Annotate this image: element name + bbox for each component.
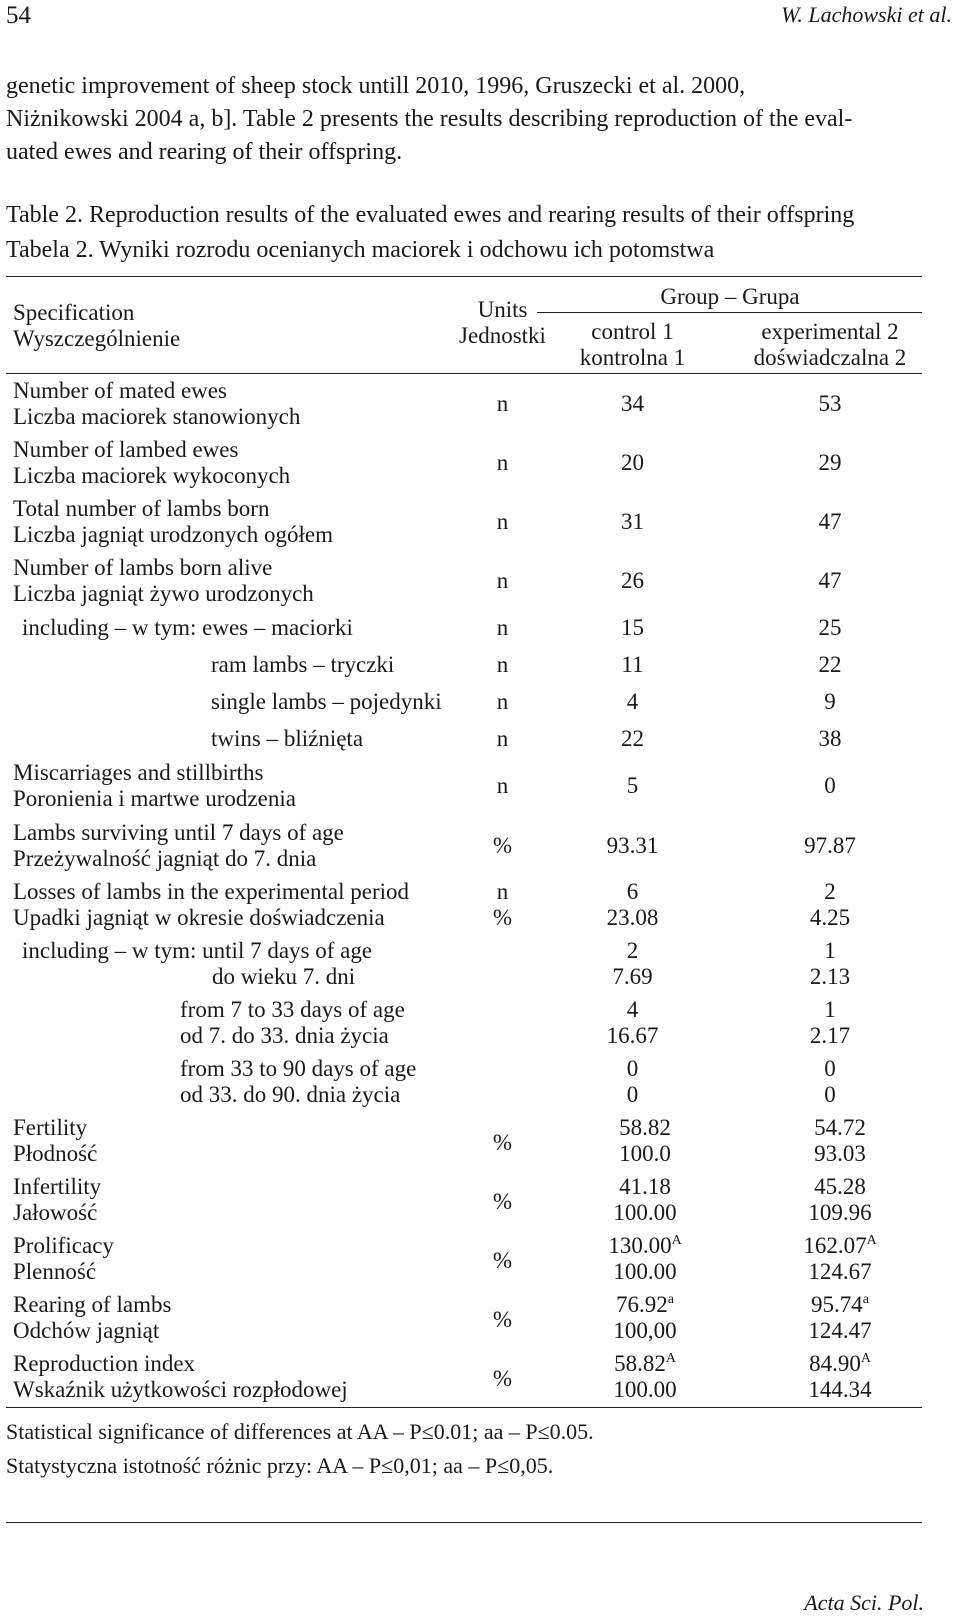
row-label-pl: Jałowość: [13, 1200, 98, 1225]
row-label-en: Number of mated ewes: [13, 378, 227, 403]
cell-unit: n: [496, 726, 509, 751]
intro-line: uated ewes and rearing of their offspring.: [6, 139, 403, 165]
cell-g2: 1: [824, 938, 836, 963]
cell-g1: 0: [626, 1082, 639, 1107]
row-label-pl: Upadki jagniąt w okresie doświadczenia: [13, 905, 385, 930]
header-units-pl: Jednostki: [459, 323, 546, 348]
row-label-en: from 7 to 33 days of age: [180, 997, 405, 1022]
cell-unit: n: [496, 391, 509, 416]
cell-g2: 54.72: [814, 1115, 866, 1140]
cell-unit: n: [496, 879, 509, 904]
row-label-pl: do wieku 7. dni: [212, 964, 356, 989]
row-label-en: Reproduction index: [13, 1351, 196, 1376]
cell-g2: 1: [824, 997, 836, 1022]
intro-line: Niżnikowski 2004 a, b]. Table 2 presents the results describing reproduction of the eval-: [6, 106, 853, 132]
page-number: 54: [6, 2, 31, 29]
row-label-pl: od 33. do 90. dnia życia: [180, 1082, 401, 1107]
row-label-pl: Płodność: [13, 1141, 98, 1166]
cell-g1: 100,00: [613, 1318, 677, 1343]
row-label-pl: Przeżywalność jagniąt do 7. dnia: [13, 846, 317, 871]
cell-unit: n: [496, 509, 509, 534]
cell-g2: 53: [818, 391, 842, 416]
row-label-en: Miscarriages and stillbirths: [13, 760, 264, 785]
header-g2-pl: doświadczalna 2: [753, 345, 907, 370]
cell-unit: %: [492, 1248, 513, 1273]
header-g1-pl: kontrolna 1: [579, 345, 686, 370]
cell-unit: n: [496, 689, 509, 714]
cell-g2: 25: [818, 615, 842, 640]
cell-g1: 15: [621, 615, 644, 640]
cell-g1: 4: [626, 689, 639, 714]
cell-g2: 2: [824, 879, 836, 904]
header-g2-en: experimental 2: [761, 319, 899, 344]
header-bottom-rule: [6, 373, 922, 374]
cell-unit: %: [492, 1189, 513, 1214]
row-label-pl: Plenność: [13, 1259, 97, 1284]
cell-g2: 22: [818, 652, 842, 677]
row-label-pl: od 7. do 33. dnia życia: [180, 1023, 389, 1048]
cell-g1: 100.00: [613, 1259, 677, 1284]
cell-unit: n: [496, 450, 509, 475]
cell-g2: 47: [818, 509, 842, 534]
row-label-pl: Liczba maciorek stanowionych: [13, 404, 301, 429]
cell-g1: 2: [626, 938, 639, 963]
cell-g1: 5: [626, 773, 639, 798]
cell-g1: 22: [621, 726, 644, 751]
row-label-pl: Liczba maciorek wykoconych: [13, 463, 291, 488]
cell-g2: 124.67: [808, 1259, 872, 1284]
cell-g2: 0: [824, 1056, 836, 1081]
significance-mark: A: [671, 1233, 682, 1248]
journal-name: Acta Sci. Pol.: [804, 1590, 924, 1615]
cell-g1: 26: [621, 568, 644, 593]
row-label: twins – bliźnięta: [211, 726, 364, 751]
cell-g1: 11: [621, 652, 644, 677]
cell-unit: n: [496, 568, 509, 593]
row-label-en: Number of lambs born alive: [13, 555, 273, 580]
cell-g1: $58.82^A$: [614, 1351, 676, 1376]
row-label-pl: Liczba jagniąt żywo urodzonych: [13, 581, 314, 606]
cell-unit: %: [492, 905, 513, 930]
group-rule: [537, 312, 922, 313]
cell-g1: 7.69: [612, 964, 653, 989]
cell-unit: %: [492, 1307, 513, 1332]
row-label-en: Infertility: [13, 1174, 102, 1199]
cell-g1: 93.31: [606, 833, 659, 858]
cell-g1: 4: [626, 997, 639, 1022]
header-group: Group – Grupa: [620, 284, 840, 310]
cell-g1: 100.00: [613, 1377, 677, 1402]
row-label-en: Prolificacy: [13, 1233, 114, 1258]
row-label-en: from 33 to 90 days of age: [180, 1056, 417, 1081]
cell-g2: 38: [818, 726, 842, 751]
header-g1-en: control 1: [591, 319, 674, 344]
cell-g1: 6: [626, 879, 639, 904]
row-label-en: Fertility: [13, 1115, 88, 1140]
cell-g2: 0: [824, 773, 836, 798]
row-label-pl: Poronienia i martwe urodzenia: [13, 786, 296, 811]
footnote-en: Statistical significance of differences at AA – P≤0.01; aa – P≤0.05.: [6, 1419, 594, 1444]
cell-g1: 20: [621, 450, 644, 475]
cell-unit: %: [492, 1366, 513, 1391]
cell-g1: 41.18: [619, 1174, 671, 1199]
cell-g1: 16.67: [606, 1023, 659, 1048]
footnote-pl: Statystyczna istotność różnic przy: AA – P≤0,01; aa – P≤0,05.: [6, 1453, 554, 1478]
cell-g2: 29: [818, 450, 842, 475]
row-label-en: Lambs surviving until 7 days of age: [13, 820, 344, 845]
cell-g2: 0: [824, 1082, 836, 1107]
cell-g2: 124.47: [808, 1318, 872, 1343]
row-label-pl: Wskaźnik użytkowości rozpłodowej: [13, 1377, 348, 1402]
cell-g1: 58.82: [619, 1115, 671, 1140]
header-units-en: Units: [477, 297, 528, 322]
cell-g2: 109.96: [808, 1200, 872, 1225]
significance-mark: A: [860, 1351, 871, 1366]
running-head: W. Lachowski et al.: [781, 2, 952, 27]
row-label-en: Rearing of lambs: [13, 1292, 172, 1317]
cell-unit: n: [496, 773, 509, 798]
cell-g1: 0: [626, 1056, 639, 1081]
page-footer-rule: [6, 1522, 922, 1523]
intro-line: genetic improvement of sheep stock untill 2010, 1996, Gruszecki et al. 2000,: [6, 73, 746, 99]
header-spec-pl: Wyszczególnienie: [13, 326, 181, 351]
row-label-en: Losses of lambs in the experimental period: [13, 879, 410, 904]
significance-mark: A: [665, 1351, 676, 1366]
cell-g2: 2.13: [809, 964, 851, 989]
cell-unit: n: [496, 652, 509, 677]
intro-paragraph: [6, 70, 954, 169]
table-caption-pl: Tabela 2. Wyniki rozrodu ocenianych maciorek i odchowu ich potomstwa: [6, 237, 715, 263]
significance-mark: A: [866, 1233, 877, 1248]
cell-g2: 45.28: [814, 1174, 866, 1199]
header-spec-en: Specification: [13, 300, 135, 325]
cell-unit: %: [492, 833, 513, 858]
row-label: ram lambs – tryczki: [211, 652, 395, 677]
cell-g1: 100.00: [613, 1200, 677, 1225]
cell-g2: 144.34: [808, 1377, 872, 1402]
cell-g1: $130.00^A$: [608, 1233, 682, 1258]
cell-g2: $84.90^A$: [809, 1351, 871, 1376]
table-caption-en: Table 2. Reproduction results of the evaluated ewes and rearing results of their offspring: [6, 202, 855, 228]
cell-g2: 2.17: [809, 1023, 851, 1048]
cell-g2: 9: [824, 689, 836, 714]
row-label-pl: Odchów jagniąt: [13, 1318, 160, 1343]
row-label-en: Total number of lambs born: [13, 496, 270, 521]
significance-mark: a: [667, 1292, 674, 1307]
cell-g1: 31: [621, 509, 644, 534]
row-label: including – w tym: ewes – maciorki: [22, 615, 353, 640]
row-label-pl: Liczba jagniąt urodzonych ogółem: [13, 522, 333, 547]
row-label: single lambs – pojedynki: [211, 689, 442, 714]
table-top-rule: [6, 276, 922, 277]
cell-g2: $162.07^A$: [803, 1233, 877, 1258]
cell-g2: 4.25: [809, 905, 851, 930]
table-bottom-rule: [6, 1407, 922, 1408]
cell-g1: 76.92$^a$: [616, 1292, 674, 1317]
significance-mark: a: [862, 1292, 869, 1307]
cell-g2: 97.87: [804, 833, 856, 858]
cell-g2: 93.03: [814, 1141, 866, 1166]
cell-g2: 95.74$^a$: [811, 1292, 869, 1317]
page-header: [0, 0, 960, 40]
cell-g1: 23.08: [606, 905, 659, 930]
cell-g1: 34: [621, 391, 644, 416]
cell-g1: 100.0: [619, 1141, 671, 1166]
row-label-en: Number of lambed ewes: [13, 437, 239, 462]
row-label-en: including – w tym: until 7 days of age: [22, 938, 373, 963]
cell-unit: n: [496, 615, 509, 640]
cell-unit: %: [492, 1130, 513, 1155]
cell-g2: 47: [818, 568, 842, 593]
